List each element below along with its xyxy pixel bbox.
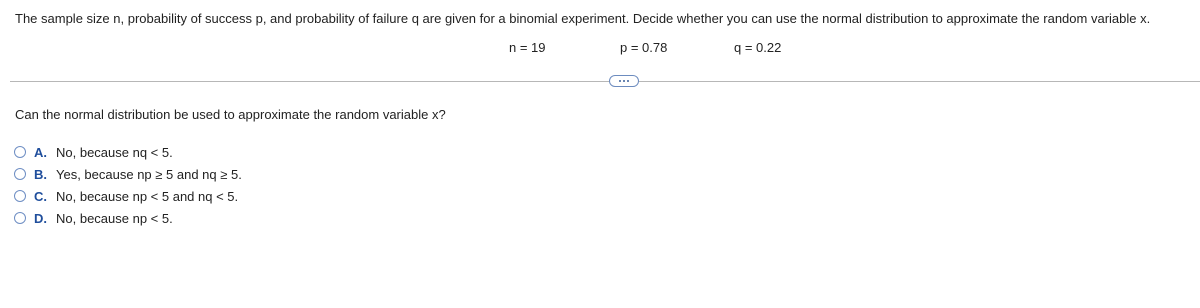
option-a[interactable] (14, 141, 242, 163)
radio-button-b[interactable] (14, 168, 26, 180)
radio-button-c[interactable] (14, 190, 26, 202)
option-text: No, because np < 5 and nq < 5. (56, 188, 239, 204)
radio-button-a[interactable] (14, 146, 26, 158)
option-c[interactable] (14, 185, 242, 207)
option-text: No, because nq < 5. (56, 144, 173, 160)
radio-button-d[interactable] (14, 212, 26, 224)
given-q: q = 0.22 (734, 40, 782, 55)
ellipsis-icon (619, 80, 629, 82)
answer-options (14, 141, 242, 229)
given-p: p = 0.78 (620, 40, 668, 55)
question-prompt: Can the normal distribution be used to approximate the random variable x? (15, 107, 446, 122)
option-letter: A. (34, 144, 47, 160)
option-b[interactable] (14, 163, 242, 185)
question-text: The sample size n, probability of success p, and probability of failure q are given for a binomial experiment. Decide whether you can use the normal distribution to approximate the random variable x. (15, 11, 1151, 26)
option-letter: B. (34, 166, 47, 182)
divider (10, 81, 1200, 82)
option-letter: C. (34, 188, 47, 204)
option-letter: D. (34, 210, 47, 226)
show-more-button[interactable] (609, 75, 639, 87)
option-text: Yes, because np ≥ 5 and nq ≥ 5. (56, 166, 242, 182)
option-text: No, because np < 5. (56, 210, 173, 226)
option-d[interactable] (14, 207, 242, 229)
given-n: n = 19 (509, 40, 546, 55)
